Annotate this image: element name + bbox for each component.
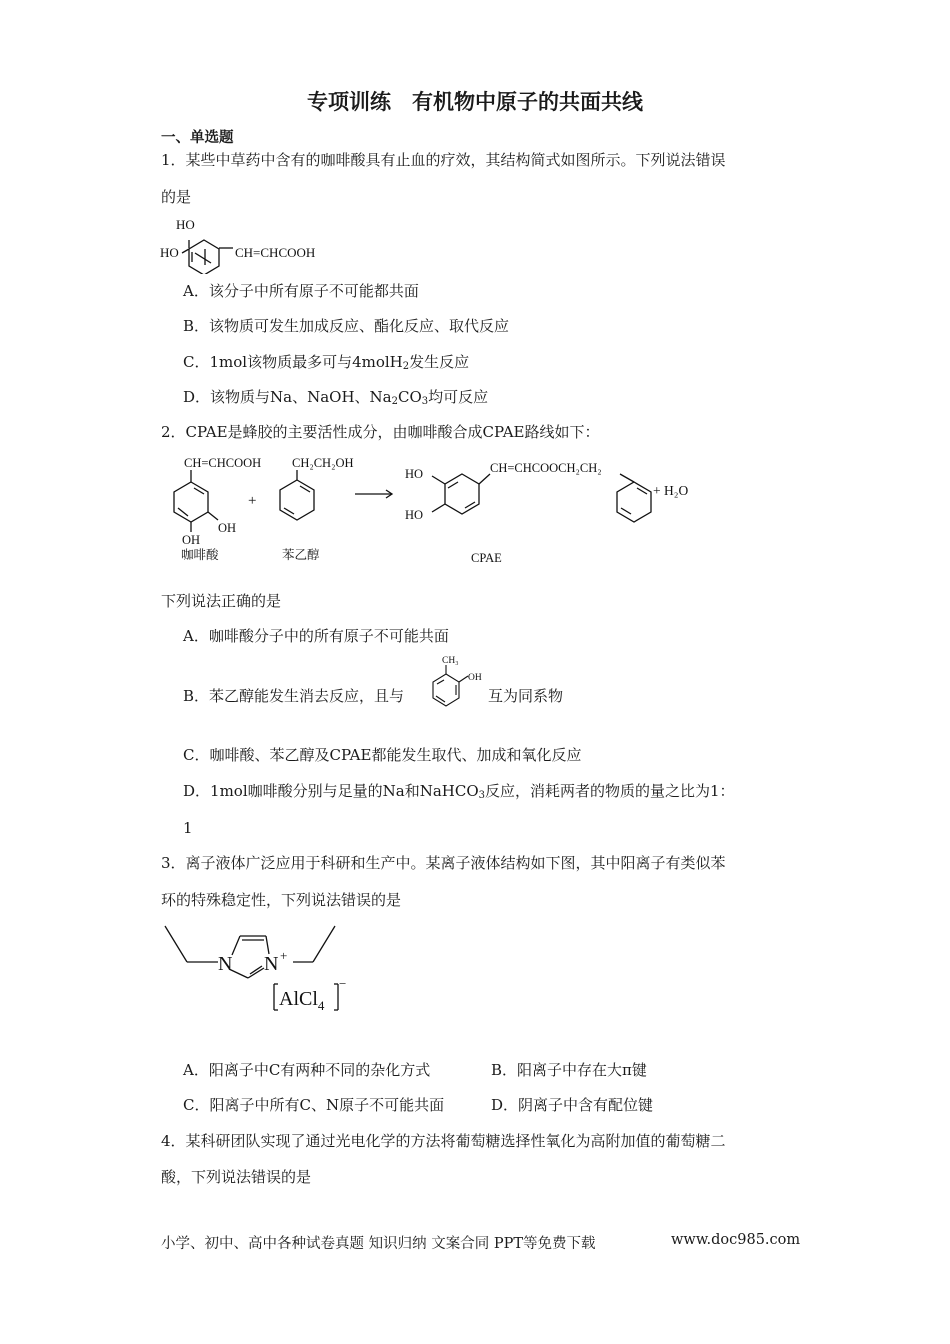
q2-caffeic-oh2: OH bbox=[182, 533, 201, 547]
q2-reaction-scheme bbox=[160, 452, 720, 572]
q3-option-a: A．阳离子中C有两种不同的杂化方式 bbox=[183, 1061, 431, 1079]
q3-anion-charge: − bbox=[339, 976, 347, 991]
q1-option-d: D．该物质与Na、NaOH、$Na_2CO_3$均可反应 bbox=[183, 388, 489, 407]
q3-ionic-liquid-structure bbox=[160, 918, 350, 1018]
q1-chain: CH=CHCOOH bbox=[235, 245, 316, 260]
q2-option-b-ch3: CH₃ bbox=[442, 656, 459, 666]
q2-option-b-oh: OH bbox=[468, 673, 482, 683]
q2-cpae-ho2: HO bbox=[405, 508, 424, 522]
q1-option-a: A．该分子中所有原子不可能都共面 bbox=[183, 282, 419, 300]
q1-stem-line2: 的是 bbox=[161, 188, 192, 206]
q2-caffeic-chain: CH=CHCOOH bbox=[184, 456, 262, 470]
q3-plus: + bbox=[280, 948, 288, 963]
q3-n1: N bbox=[218, 953, 233, 975]
q4-stem-line1: 4．某科研团队实现了通过光电化学的方法将葡萄糖选择性氧化为高附加值的葡萄糖二 bbox=[161, 1132, 726, 1150]
q2-caffeic-oh1: OH bbox=[218, 521, 237, 535]
q2-option-b-post: 互为同系物 bbox=[488, 687, 564, 705]
footer-text: 小学、初中、高中各种试卷真题 知识归纳 文案合同 PPT等免费下载 bbox=[161, 1236, 596, 1252]
q1-ho-left: HO bbox=[160, 245, 179, 260]
q2-option-a: A．咖啡酸分子中的所有原子不可能共面 bbox=[183, 627, 449, 645]
q2-cpae-water: + H₂O bbox=[653, 483, 689, 498]
q2-option-d: D．1mol咖啡酸分别与足量的Na和NaHCO$_3$反应，消耗两者的物质的量之比为1： bbox=[183, 782, 735, 801]
q2-lead: 下列说法正确的是 bbox=[161, 592, 282, 610]
q2-option-d-cont: 1 bbox=[183, 819, 193, 837]
q3-option-b: B．阳离子中存在大π键 bbox=[491, 1061, 647, 1079]
q1-stem-line1: 1．某些中草药中含有的咖啡酸具有止血的疗效，其结构简式如图所示。下列说法错误 bbox=[161, 151, 726, 169]
q2-option-c: C．咖啡酸、苯乙醇及CPAE都能发生取代、加成和氧化反应 bbox=[183, 746, 582, 764]
page-title: 专项训练 有机物中原子的共面共线 bbox=[307, 90, 643, 114]
q2-cpae-ho1: HO bbox=[405, 467, 424, 481]
q3-stem-line1: 3．离子液体广泛应用于科研和生产中。某离子液体结构如下图，其中阳离子有类似苯 bbox=[161, 854, 726, 872]
q3-anion: AlCl$_4$ bbox=[279, 988, 325, 1013]
q3-n2: N bbox=[264, 953, 279, 975]
q2-phenethyl-name: 苯乙醇 bbox=[282, 548, 320, 562]
q3-option-c: C．阳离子中所有C、N原子不可能共面 bbox=[183, 1096, 445, 1114]
q1-option-b: B．该物质可发生加成反应、酯化反应、取代反应 bbox=[183, 317, 510, 335]
q2-phenethyl-chain: CH₂CH₂OH bbox=[292, 456, 354, 470]
q4-stem-line2: 酸，下列说法错误的是 bbox=[161, 1168, 312, 1186]
q1-option-c: C．1mol该物质最多可与4molH$_2$发生反应 bbox=[183, 353, 470, 372]
q2-stem: 2．CPAE是蜂胶的主要活性成分，由咖啡酸合成CPAE路线如下： bbox=[161, 423, 600, 441]
q2-cpae-name: CPAE bbox=[471, 551, 502, 565]
q2-option-b-cresol-structure bbox=[424, 654, 488, 720]
section-heading: 一、单选题 bbox=[161, 130, 234, 146]
q3-option-d: D．阴离子中含有配位键 bbox=[491, 1096, 654, 1114]
footer-url[interactable]: www.doc985.com bbox=[671, 1232, 801, 1248]
q2-option-b-pre: B．苯乙醇能发生消去反应，且与 bbox=[183, 687, 405, 705]
q2-plus: + bbox=[248, 493, 257, 509]
q2-cpae-chain: CH=CHCOOCH₂CH₂ bbox=[490, 461, 602, 475]
q1-caffeic-acid-structure bbox=[158, 212, 338, 274]
q3-stem-line2: 环的特殊稳定性，下列说法错误的是 bbox=[161, 891, 402, 909]
q2-caffeic-name: 咖啡酸 bbox=[181, 548, 219, 562]
q1-ho-top: HO bbox=[176, 217, 195, 232]
